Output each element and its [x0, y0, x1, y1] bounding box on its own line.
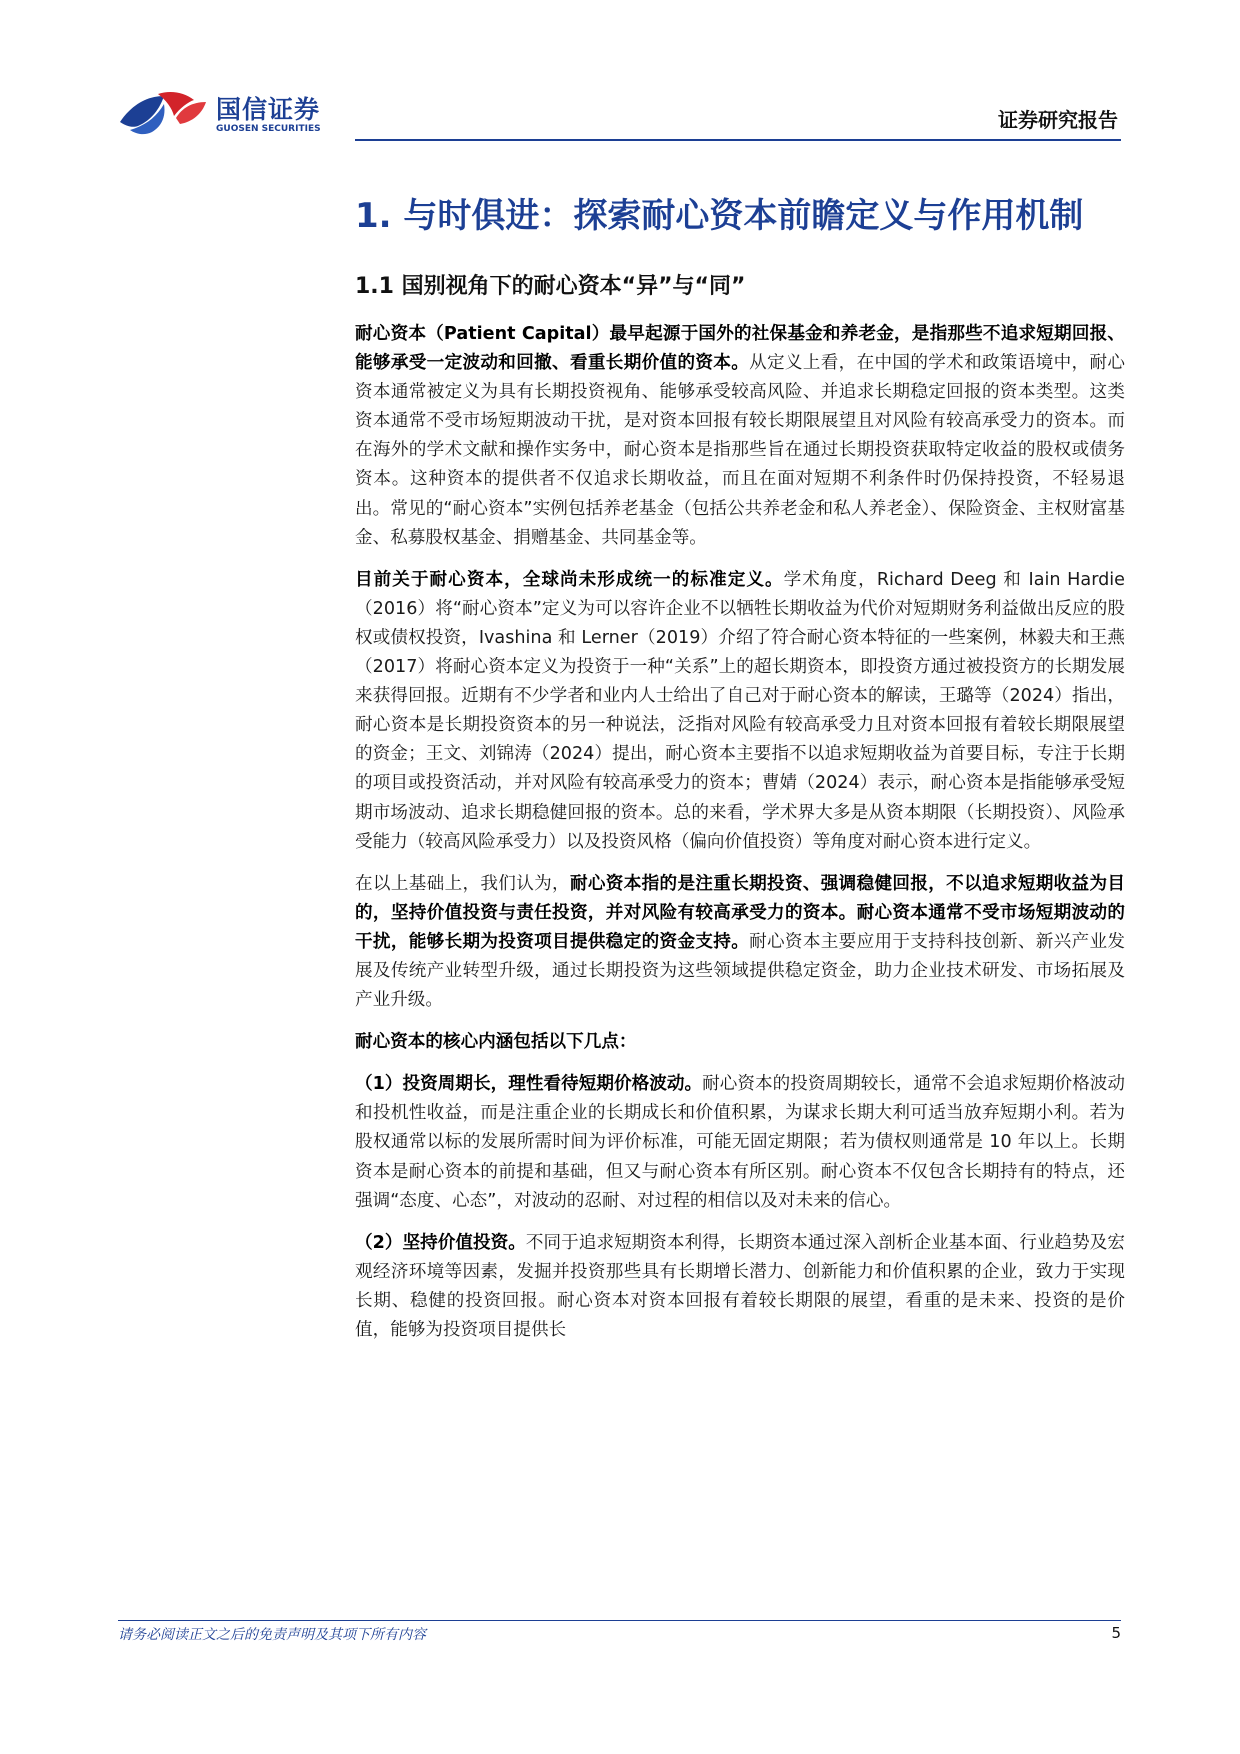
- report-type-label: 证券研究报告: [998, 108, 1118, 132]
- paragraph-3-text: 耐心资本主要应用于支持科技创新、新兴产业发展及传统产业转型升级，通过长期投资为这些领域提供稳定资金，助力企业技术研发、市场拓展及产业升级。: [355, 931, 1125, 1011]
- logo-english-name: GUOSEN SECURITIES: [216, 124, 321, 134]
- logo-chinese-name: 国信证券: [216, 95, 321, 124]
- paragraph-4: [355, 1028, 1125, 1057]
- paragraph-2-text: 学术角度，Richard Deeg 和 Iain Hardie（2016）将“耐心资本”定义为可以容许企业不以牺牲长期收益为代价对短期财务利益做出反应的股权或债权投资，Ivashina 和 Lerner（2019）介绍了符合耐心资本特征的一些案例，林毅夫和王燕（2017）将耐心资本定义为投资于一种“关系”上的超长期资本，即投资方通过被投资方的长期发展来获得回报。近期有不少学者和业内人士给出了自己对于耐心资本的解读，王璐等（2024）指出，耐心资本是长期投资资本的另一种说法，泛指对风险有较高承受力且对资本回报有着较长期限展望的资金；王文、刘锦涛（2024）提出，耐心资本主要指不以追求短期收益为首要目标，专注于长期的项目或投资活动，并对风险有较高承受力的资本；曹婧（2024）表示，耐心资本是指能够承受短期市场波动、追求长期稳健回报的资本。总的来看，学术界大多是从资本期限（长期投资）、风险承受能力（较高风险承受力）以及投资风格（偏向价值投资）等角度对耐心资本进行定义。: [355, 569, 1125, 852]
- guosen-logo-mark-icon: [118, 86, 214, 148]
- guosen-logo: [118, 86, 348, 148]
- paragraph-5-bold: （1）投资周期长，理性看待短期价格波动。: [355, 1074, 703, 1095]
- paragraph-6-text: 不同于追求短期资本利得，长期资本通过深入剖析企业基本面、行业趋势及宏观经济环境等因素，发掘并投资那些具有长期增长潜力、创新能力和价值积累的企业，致力于实现长期、稳健的投资回报。耐心资本对资本回报有着较长期限的展望，看重的是未来、投资的是价值，能够为投资项目提供长: [355, 1232, 1125, 1340]
- paragraph-2-bold: 目前关于耐心资本，全球尚未形成统一的标准定义。: [355, 569, 784, 590]
- paragraph-1-text: 从定义上看，在中国的学术和政策语境中，耐心资本通常被定义为具有长期投资视角、能够承受较高风险、并追求长期稳定回报的资本类型。这类资本通常不受市场短期波动干扰，是对资本回报有较长期限展望且对风险有较高承受力的资本。而在海外的学术文献和操作实务中，耐心资本是指那些旨在通过长期投资获取特定收益的股权或债务资本。这种资本的提供者不仅追求长期收益，而且在面对短期不利条件时仍保持投资，不轻易退出。常见的“耐心资本”实例包括养老基金（包括公共养老金和私人养老金）、保险资金、主权财富基金、私募股权基金、捐赠基金、共同基金等。: [355, 353, 1125, 548]
- paragraph-3-bold: 耐心资本指的是注重长期投资、强调稳健回报，不以追求短期收益为目的，坚持价值投资与责任投资，并对风险有较高承受力的资本。耐心资本通常不受市场短期波动的干扰，能够长期为投资项目提供稳定的资金支持。: [355, 873, 1125, 952]
- paragraph-3-lead: 在以上基础上，我们认为，: [355, 873, 570, 894]
- paragraph-6-bold: （2）坚持价值投资。: [355, 1232, 526, 1253]
- header-divider: [355, 139, 1121, 141]
- paragraph-6: [355, 1229, 1125, 1345]
- subsection-title: 1.1 国别视角下的耐心资本“异”与“同”: [355, 274, 746, 299]
- paragraph-5-text: 耐心资本的投资周期较长，通常不会追求短期价格波动和投机性收益，而是注重企业的长期成长和价值积累，为谋求长期大利可适当放弃短期小利。若为股权通常以标的发展所需时间为评价标准，可能无固定期限；若为债权则通常是 10 年以上。长期资本是耐心资本的前提和基础，但又与耐心资本有所区别。耐心资本不仅包含长期持有的特点，还强调“态度、心态”，对波动的忍耐、对过程的相信以及对未来的信心。: [355, 1074, 1125, 1211]
- page-number: 5: [1111, 1624, 1121, 1642]
- page-header: [0, 0, 1240, 150]
- paragraph-3: [355, 870, 1125, 1015]
- section-title: 1. 与时俱进：探索耐心资本前瞻定义与作用机制: [355, 196, 1084, 236]
- paragraph-5: [355, 1070, 1125, 1215]
- paragraph-2: [355, 566, 1125, 857]
- main-content: [355, 190, 1125, 1358]
- paragraph-4-bold: 耐心资本的核心内涵包括以下几点：: [355, 1032, 637, 1053]
- footer-divider: [118, 1620, 1121, 1621]
- paragraph-1: [355, 320, 1125, 553]
- paragraph-1-bold: 耐心资本（Patient Capital）最早起源于国外的社保基金和养老金，是指那些不追求短期回报、能够承受一定波动和回撤、看重长期价值的资本。: [355, 324, 1125, 374]
- footer-disclaimer: 请务必阅读正文之后的免责声明及其项下所有内容: [118, 1627, 426, 1643]
